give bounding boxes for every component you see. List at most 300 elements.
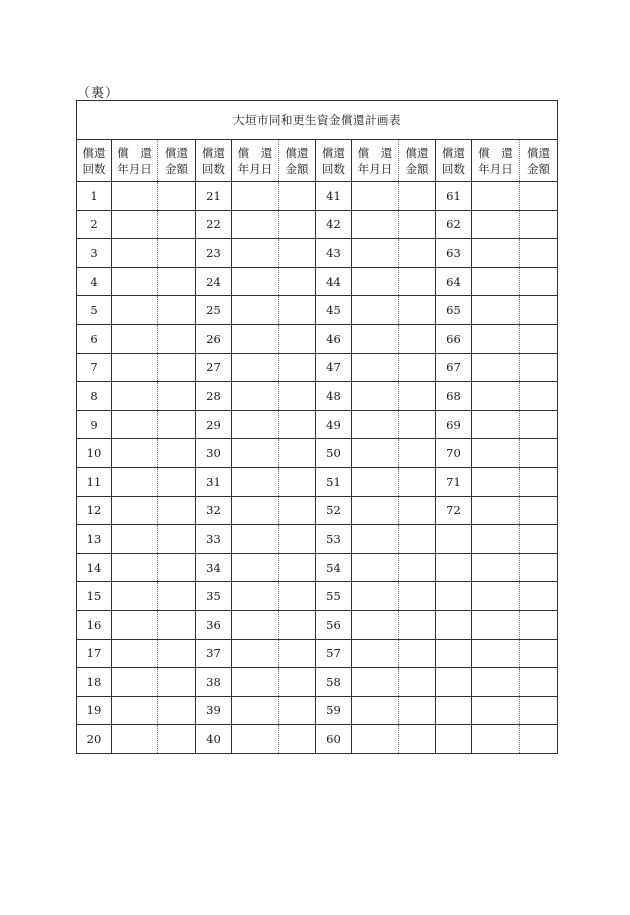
repayment-count-cell: 56 (316, 610, 352, 639)
repayment-date-cell[interactable] (352, 324, 399, 353)
repayment-amount-cell[interactable] (158, 668, 196, 697)
repayment-date-cell[interactable] (472, 439, 520, 468)
repayment-date-cell[interactable] (472, 582, 520, 611)
repayment-date-cell[interactable] (472, 696, 520, 725)
repayment-date-cell[interactable] (352, 267, 399, 296)
repayment-count-cell: 3 (77, 239, 112, 268)
repayment-count-cell: 30 (196, 439, 232, 468)
repayment-date-cell[interactable] (112, 610, 158, 639)
repayment-amount-cell[interactable] (399, 324, 436, 353)
repayment-amount-cell[interactable] (520, 553, 558, 582)
repayment-amount-cell[interactable] (399, 267, 436, 296)
repayment-count-cell: 11 (77, 467, 112, 496)
repayment-count-cell: 58 (316, 668, 352, 697)
repayment-date-cell[interactable] (472, 725, 520, 754)
table-row (77, 239, 558, 268)
repayment-amount-cell[interactable] (399, 439, 436, 468)
repayment-amount-cell[interactable] (158, 182, 196, 211)
repayment-amount-cell[interactable] (399, 525, 436, 554)
table-row (77, 296, 558, 325)
repayment-date-cell[interactable] (112, 553, 158, 582)
repayment-count-cell: 54 (316, 553, 352, 582)
table-row (77, 382, 558, 411)
repayment-date-cell[interactable] (232, 182, 279, 211)
table-row (77, 668, 558, 697)
repayment-count-cell: 43 (316, 239, 352, 268)
repayment-amount-cell[interactable] (520, 668, 558, 697)
repayment-date-cell[interactable] (112, 439, 158, 468)
repayment-date-cell[interactable] (472, 296, 520, 325)
repayment-count-cell: 1 (77, 182, 112, 211)
repayment-date-cell[interactable] (232, 696, 279, 725)
repayment-amount-cell[interactable] (399, 210, 436, 239)
repayment-date-cell[interactable] (112, 582, 158, 611)
repayment-date-cell[interactable] (112, 496, 158, 525)
repayment-count-cell: 19 (77, 696, 112, 725)
table-row (77, 467, 558, 496)
repayment-date-cell[interactable] (112, 696, 158, 725)
repayment-amount-cell[interactable] (158, 496, 196, 525)
repayment-amount-cell[interactable] (279, 525, 316, 554)
repayment-count-cell: 16 (77, 610, 112, 639)
repayment-count-cell: 45 (316, 296, 352, 325)
repayment-amount-cell[interactable] (158, 239, 196, 268)
repayment-date-cell[interactable] (112, 525, 158, 554)
repayment-amount-cell[interactable] (399, 296, 436, 325)
header-repayment-amount-line1: 償還 (165, 145, 188, 160)
repayment-date-cell[interactable] (472, 382, 520, 411)
repayment-amount-cell[interactable] (279, 610, 316, 639)
repayment-count-cell: 6 (77, 324, 112, 353)
header-repayment-count-line2: 回数 (322, 161, 345, 176)
repayment-amount-cell[interactable] (520, 324, 558, 353)
repayment-date-cell[interactable] (232, 496, 279, 525)
repayment-count-cell: 67 (436, 353, 472, 382)
repayment-count-cell: 66 (436, 324, 472, 353)
repayment-date-cell[interactable] (232, 353, 279, 382)
repayment-date-cell[interactable] (472, 639, 520, 668)
repayment-amount-cell[interactable] (399, 382, 436, 411)
repayment-date-cell[interactable] (352, 525, 399, 554)
table-row (77, 496, 558, 525)
table-row (77, 582, 558, 611)
table-row (77, 553, 558, 582)
repayment-date-cell[interactable] (352, 553, 399, 582)
repayment-date-cell[interactable] (472, 525, 520, 554)
repayment-count-cell: 61 (436, 182, 472, 211)
repayment-amount-cell[interactable] (520, 725, 558, 754)
repayment-amount-cell[interactable] (399, 353, 436, 382)
repayment-amount-cell[interactable] (520, 353, 558, 382)
repayment-date-cell[interactable] (472, 467, 520, 496)
repayment-amount-cell[interactable] (520, 582, 558, 611)
repayment-count-cell: 44 (316, 267, 352, 296)
repayment-count-cell: 41 (316, 182, 352, 211)
repayment-date-cell[interactable] (232, 239, 279, 268)
repayment-count-cell: 63 (436, 239, 472, 268)
repayment-amount-cell[interactable] (279, 353, 316, 382)
repayment-date-cell[interactable] (112, 239, 158, 268)
repayment-amount-cell[interactable] (399, 182, 436, 211)
repayment-amount-cell[interactable] (158, 610, 196, 639)
repayment-date-cell[interactable] (472, 210, 520, 239)
repayment-count-cell: 17 (77, 639, 112, 668)
repayment-count-cell: 21 (196, 182, 232, 211)
repayment-date-cell[interactable] (232, 210, 279, 239)
repayment-date-cell[interactable] (232, 296, 279, 325)
repayment-amount-cell[interactable] (399, 496, 436, 525)
repayment-amount-cell[interactable] (399, 668, 436, 697)
repayment-date-cell[interactable] (112, 182, 158, 211)
repayment-count-cell: 64 (436, 267, 472, 296)
repayment-amount-cell[interactable] (399, 553, 436, 582)
repayment-amount-cell[interactable] (279, 467, 316, 496)
repayment-count-cell (436, 639, 472, 668)
repayment-amount-cell[interactable] (158, 696, 196, 725)
repayment-count-cell: 33 (196, 525, 232, 554)
repayment-date-cell[interactable] (352, 496, 399, 525)
repayment-amount-cell[interactable] (158, 382, 196, 411)
table-row (77, 639, 558, 668)
header-repayment-amount-line1: 償還 (527, 145, 551, 160)
header-repayment-count-line1: 償還 (322, 145, 345, 160)
repayment-date-cell[interactable] (352, 696, 399, 725)
repayment-date-cell[interactable] (352, 639, 399, 668)
repayment-count-cell: 7 (77, 353, 112, 382)
repayment-amount-cell[interactable] (520, 239, 558, 268)
repayment-count-cell: 62 (436, 210, 472, 239)
repayment-date-cell[interactable] (232, 639, 279, 668)
repayment-amount-cell[interactable] (279, 582, 316, 611)
repayment-count-cell: 15 (77, 582, 112, 611)
repayment-date-cell[interactable] (232, 725, 279, 754)
repayment-date-cell[interactable] (112, 639, 158, 668)
repayment-count-cell: 12 (77, 496, 112, 525)
repayment-date-cell[interactable] (112, 382, 158, 411)
header-repayment-date-line2: 年月日 (237, 161, 273, 176)
repayment-date-cell[interactable] (232, 410, 279, 439)
repayment-date-cell[interactable] (232, 382, 279, 411)
repayment-count-cell: 57 (316, 639, 352, 668)
repayment-amount-cell[interactable] (279, 639, 316, 668)
repayment-date-cell[interactable] (352, 725, 399, 754)
header-repayment-amount (158, 140, 196, 182)
repayment-date-cell[interactable] (232, 553, 279, 582)
repayment-date-cell[interactable] (232, 610, 279, 639)
header-repayment-amount-line1: 償還 (405, 145, 429, 160)
repayment-date-cell[interactable] (232, 439, 279, 468)
repayment-count-cell: 59 (316, 696, 352, 725)
repayment-amount-cell[interactable] (520, 210, 558, 239)
repayment-date-cell[interactable] (352, 410, 399, 439)
repayment-amount-cell[interactable] (520, 525, 558, 554)
repayment-amount-cell[interactable] (279, 696, 316, 725)
repayment-amount-cell[interactable] (520, 696, 558, 725)
repayment-amount-cell[interactable] (158, 639, 196, 668)
repayment-count-cell (436, 525, 472, 554)
repayment-count-cell: 37 (196, 639, 232, 668)
header-repayment-count-line1: 償還 (442, 145, 465, 160)
repayment-count-cell: 69 (436, 410, 472, 439)
repayment-amount-cell[interactable] (520, 296, 558, 325)
repayment-amount-cell[interactable] (158, 553, 196, 582)
repayment-date-cell[interactable] (112, 324, 158, 353)
repayment-date-cell[interactable] (352, 610, 399, 639)
repayment-amount-cell[interactable] (158, 324, 196, 353)
header-repayment-count (77, 140, 112, 182)
repayment-amount-cell[interactable] (399, 610, 436, 639)
repayment-count-cell: 24 (196, 267, 232, 296)
repayment-count-cell: 13 (77, 525, 112, 554)
repayment-amount-cell[interactable] (158, 210, 196, 239)
repayment-count-cell: 27 (196, 353, 232, 382)
repayment-amount-cell[interactable] (158, 439, 196, 468)
repayment-count-cell: 10 (77, 439, 112, 468)
repayment-amount-cell[interactable] (158, 267, 196, 296)
table-row (77, 725, 558, 754)
repayment-count-cell: 38 (196, 668, 232, 697)
header-repayment-count-line2: 回数 (442, 161, 465, 176)
repayment-count-cell: 25 (196, 296, 232, 325)
repayment-date-cell[interactable] (232, 467, 279, 496)
repayment-amount-cell[interactable] (399, 639, 436, 668)
repayment-count-cell: 60 (316, 725, 352, 754)
repayment-amount-cell[interactable] (279, 553, 316, 582)
table-row (77, 182, 558, 211)
repayment-amount-cell[interactable] (520, 439, 558, 468)
repayment-amount-cell[interactable] (399, 582, 436, 611)
repayment-amount-cell[interactable] (399, 410, 436, 439)
repayment-amount-cell[interactable] (279, 324, 316, 353)
repayment-count-cell (436, 668, 472, 697)
repayment-amount-cell[interactable] (279, 725, 316, 754)
repayment-date-cell[interactable] (112, 267, 158, 296)
repayment-count-cell: 47 (316, 353, 352, 382)
repayment-amount-cell[interactable] (279, 410, 316, 439)
repayment-count-cell: 70 (436, 439, 472, 468)
table-row (77, 410, 558, 439)
repayment-count-cell: 4 (77, 267, 112, 296)
repayment-amount-cell[interactable] (520, 639, 558, 668)
repayment-count-cell: 53 (316, 525, 352, 554)
header-repayment-date (232, 140, 279, 182)
repayment-date-cell[interactable] (352, 182, 399, 211)
repayment-amount-cell[interactable] (399, 239, 436, 268)
repayment-count-cell: 72 (436, 496, 472, 525)
repayment-amount-cell[interactable] (158, 525, 196, 554)
header-repayment-date-line2: 年月日 (117, 161, 152, 176)
repayment-date-cell[interactable] (112, 296, 158, 325)
repayment-count-cell: 48 (316, 382, 352, 411)
repayment-date-cell[interactable] (232, 668, 279, 697)
repayment-count-cell: 50 (316, 439, 352, 468)
repayment-count-cell: 14 (77, 553, 112, 582)
repayment-amount-cell[interactable] (520, 182, 558, 211)
header-repayment-count (316, 140, 352, 182)
repayment-amount-cell[interactable] (520, 496, 558, 525)
repayment-date-cell[interactable] (352, 296, 399, 325)
repayment-count-cell: 8 (77, 382, 112, 411)
header-repayment-date-line1: 償 還 (357, 145, 393, 160)
repayment-count-cell (436, 553, 472, 582)
repayment-count-cell: 28 (196, 382, 232, 411)
header-repayment-amount-line1: 償還 (285, 145, 309, 160)
repayment-amount-cell[interactable] (520, 467, 558, 496)
repayment-count-cell: 36 (196, 610, 232, 639)
repayment-date-cell[interactable] (472, 239, 520, 268)
repayment-date-cell[interactable] (472, 668, 520, 697)
repayment-date-cell[interactable] (352, 439, 399, 468)
table-row (77, 696, 558, 725)
repayment-count-cell: 23 (196, 239, 232, 268)
header-repayment-amount-line2: 金額 (165, 161, 188, 176)
repayment-count-cell: 2 (77, 210, 112, 239)
repayment-amount-cell[interactable] (158, 725, 196, 754)
repayment-amount-cell[interactable] (158, 296, 196, 325)
repayment-count-cell: 32 (196, 496, 232, 525)
header-repayment-date (112, 140, 158, 182)
repayment-date-cell[interactable] (112, 467, 158, 496)
repayment-date-cell[interactable] (112, 353, 158, 382)
repayment-date-cell[interactable] (472, 324, 520, 353)
table-title: 大垣市同和更生資金償還計画表 (77, 101, 558, 140)
reverse-side-label: （裏） (77, 86, 120, 101)
repayment-count-cell: 55 (316, 582, 352, 611)
repayment-count-cell: 18 (77, 668, 112, 697)
repayment-amount-cell[interactable] (279, 496, 316, 525)
repayment-date-cell[interactable] (352, 668, 399, 697)
repayment-amount-cell[interactable] (279, 267, 316, 296)
repayment-amount-cell[interactable] (399, 725, 436, 754)
header-repayment-count-line2: 回数 (82, 161, 106, 176)
repayment-date-cell[interactable] (232, 324, 279, 353)
repayment-count-cell: 26 (196, 324, 232, 353)
repayment-date-cell[interactable] (352, 382, 399, 411)
repayment-count-cell: 34 (196, 553, 232, 582)
table-row (77, 439, 558, 468)
header-repayment-amount-line2: 金額 (405, 161, 429, 176)
title-row (77, 101, 558, 140)
repayment-amount-cell[interactable] (158, 410, 196, 439)
repayment-amount-cell[interactable] (279, 182, 316, 211)
repayment-date-cell[interactable] (352, 239, 399, 268)
repayment-amount-cell[interactable] (158, 467, 196, 496)
header-repayment-count (436, 140, 472, 182)
repayment-amount-cell[interactable] (520, 410, 558, 439)
repayment-date-cell[interactable] (112, 725, 158, 754)
header-repayment-date-line1: 償 還 (117, 145, 152, 160)
repayment-schedule-table (76, 100, 558, 754)
header-repayment-amount-line2: 金額 (285, 161, 309, 176)
repayment-date-cell[interactable] (472, 182, 520, 211)
repayment-count-cell: 5 (77, 296, 112, 325)
repayment-amount-cell[interactable] (520, 267, 558, 296)
repayment-date-cell[interactable] (472, 353, 520, 382)
repayment-amount-cell[interactable] (279, 239, 316, 268)
header-row (77, 140, 558, 182)
header-repayment-count-line1: 償還 (82, 145, 106, 160)
repayment-date-cell[interactable] (232, 582, 279, 611)
header-repayment-amount-line2: 金額 (527, 161, 551, 176)
repayment-count-cell: 22 (196, 210, 232, 239)
repayment-count-cell: 42 (316, 210, 352, 239)
repayment-amount-cell[interactable] (399, 696, 436, 725)
repayment-count-cell: 65 (436, 296, 472, 325)
header-repayment-count (196, 140, 232, 182)
repayment-amount-cell[interactable] (520, 610, 558, 639)
repayment-amount-cell[interactable] (158, 353, 196, 382)
repayment-amount-cell[interactable] (520, 382, 558, 411)
repayment-amount-cell[interactable] (279, 296, 316, 325)
repayment-date-cell[interactable] (472, 610, 520, 639)
repayment-count-cell: 49 (316, 410, 352, 439)
repayment-count-cell: 68 (436, 382, 472, 411)
header-repayment-count-line1: 償還 (202, 145, 225, 160)
repayment-amount-cell[interactable] (279, 382, 316, 411)
repayment-count-cell: 39 (196, 696, 232, 725)
header-repayment-amount (520, 140, 558, 182)
header-repayment-amount (399, 140, 436, 182)
repayment-count-cell: 40 (196, 725, 232, 754)
repayment-count-cell (436, 725, 472, 754)
header-repayment-date-line1: 償 還 (237, 145, 273, 160)
repayment-count-cell: 9 (77, 410, 112, 439)
repayment-count-cell: 29 (196, 410, 232, 439)
header-repayment-count-line2: 回数 (202, 161, 225, 176)
repayment-count-cell: 52 (316, 496, 352, 525)
repayment-date-cell[interactable] (112, 210, 158, 239)
repayment-count-cell (436, 582, 472, 611)
repayment-amount-cell[interactable] (158, 582, 196, 611)
header-repayment-date-line1: 償 還 (478, 145, 513, 160)
header-repayment-amount (279, 140, 316, 182)
repayment-count-cell: 71 (436, 467, 472, 496)
repayment-date-cell[interactable] (232, 525, 279, 554)
header-repayment-date (472, 140, 520, 182)
table-row (77, 353, 558, 382)
repayment-amount-cell[interactable] (279, 439, 316, 468)
table-row (77, 324, 558, 353)
repayment-amount-cell[interactable] (279, 210, 316, 239)
repayment-date-cell[interactable] (472, 496, 520, 525)
repayment-count-cell: 35 (196, 582, 232, 611)
header-repayment-date-line2: 年月日 (478, 161, 513, 176)
repayment-date-cell[interactable] (112, 668, 158, 697)
repayment-count-cell: 51 (316, 467, 352, 496)
header-repayment-date (352, 140, 399, 182)
header-repayment-date-line2: 年月日 (357, 161, 393, 176)
repayment-date-cell[interactable] (352, 210, 399, 239)
table-row (77, 525, 558, 554)
table-row (77, 610, 558, 639)
table-row (77, 210, 558, 239)
repayment-date-cell[interactable] (232, 267, 279, 296)
repayment-date-cell[interactable] (472, 267, 520, 296)
repayment-date-cell[interactable] (352, 582, 399, 611)
repayment-count-cell: 31 (196, 467, 232, 496)
repayment-amount-cell[interactable] (399, 467, 436, 496)
repayment-amount-cell[interactable] (279, 668, 316, 697)
repayment-count-cell: 46 (316, 324, 352, 353)
repayment-date-cell[interactable] (112, 410, 158, 439)
repayment-date-cell[interactable] (472, 553, 520, 582)
repayment-count-cell (436, 696, 472, 725)
repayment-date-cell[interactable] (352, 467, 399, 496)
repayment-count-cell (436, 610, 472, 639)
repayment-date-cell[interactable] (352, 353, 399, 382)
repayment-date-cell[interactable] (472, 410, 520, 439)
repayment-count-cell: 20 (77, 725, 112, 754)
